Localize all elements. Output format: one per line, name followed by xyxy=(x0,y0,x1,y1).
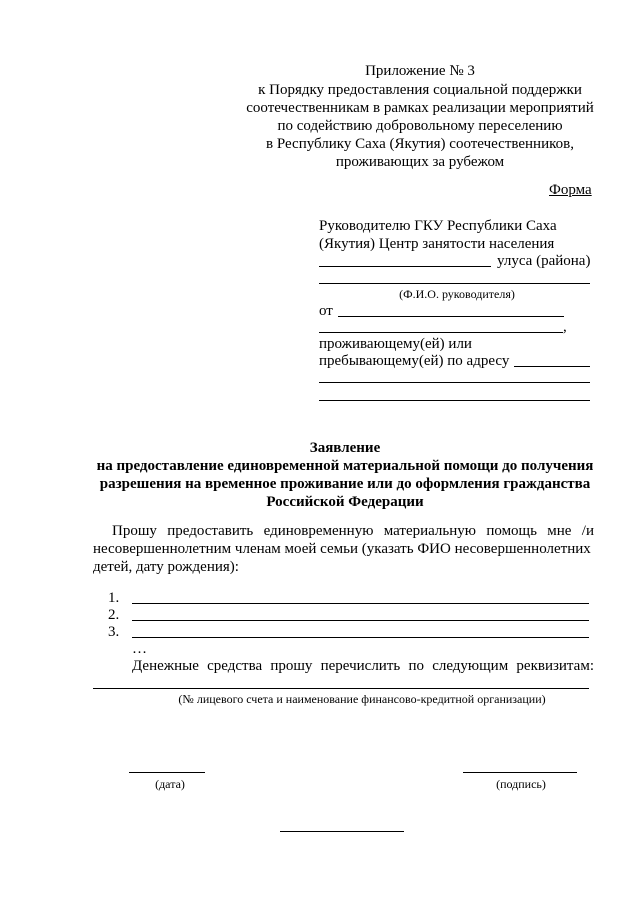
ulus-blank-line xyxy=(319,266,491,267)
from-label: от xyxy=(319,303,333,319)
date-line xyxy=(129,772,205,773)
bottom-separator-line xyxy=(280,831,404,832)
addressee-line-2: (Якутия) Центр занятости населения xyxy=(319,236,555,252)
residing-line-2: пребывающему(ей) по адресу xyxy=(319,353,510,369)
bank-requisites-blank-line xyxy=(93,688,589,689)
list-number: 3. xyxy=(108,624,120,640)
appendix-line: проживающих за рубежом xyxy=(335,154,505,170)
ulus-suffix: улуса (района) xyxy=(497,253,591,269)
request-paragraph-line-2: несовершеннолетним членам моей семьи (указать ФИО несовершеннолетних xyxy=(93,541,591,557)
bank-requisites-line: Денежные средства прошу перечислить по следующим реквизитам: xyxy=(132,658,594,674)
head-fio-caption: (Ф.И.О. руководителя) xyxy=(399,287,515,301)
from-line-2 xyxy=(319,332,563,333)
appendix-line: к Порядку предоставления социальной поддержки xyxy=(258,82,582,98)
request-paragraph-line-3: детей, дату рождения): xyxy=(93,559,239,575)
address-line xyxy=(319,400,590,401)
appendix-number: Приложение № 3 xyxy=(365,63,475,79)
addressee-line-1: Руководителю ГКУ Республики Саха xyxy=(319,218,557,234)
list-number: 1. xyxy=(108,590,120,606)
signature-line xyxy=(463,772,577,773)
child-entry-line xyxy=(132,620,589,621)
residing-line-1: проживающему(ей) или xyxy=(319,336,472,352)
form-label: Форма xyxy=(549,182,592,198)
request-paragraph-line-1: Прошу предоставить единовременную материальную помощь мне /и xyxy=(112,523,594,539)
appendix-line: в Республику Саха (Якутия) соотечественников, xyxy=(266,136,574,152)
bank-requisites-caption: (№ лицевого счета и наименование финансово-кредитной организации) xyxy=(178,692,546,706)
head-fio-line xyxy=(319,283,590,284)
comma: , xyxy=(563,319,567,335)
date-caption: (дата) xyxy=(155,777,185,791)
appendix-line: соотечественникам в рамках реализации мероприятий xyxy=(246,100,594,116)
address-line xyxy=(319,382,590,383)
document-title-line: на предоставление единовременной материальной помощи до получения xyxy=(96,458,594,474)
list-ellipsis: … xyxy=(132,641,147,657)
child-entry-line xyxy=(132,637,589,638)
list-number: 2. xyxy=(108,607,120,623)
signature-caption: (подпись) xyxy=(496,777,546,791)
child-entry-line xyxy=(132,603,589,604)
appendix-line: по содействию добровольному переселению xyxy=(277,118,563,134)
address-line-tail xyxy=(514,366,590,367)
document-title: Заявление xyxy=(309,440,381,456)
document-title-line: разрешения на временное проживание или до оформления гражданства xyxy=(99,476,591,492)
from-line xyxy=(338,316,564,317)
document-title-line: Российской Федерации xyxy=(266,494,424,510)
